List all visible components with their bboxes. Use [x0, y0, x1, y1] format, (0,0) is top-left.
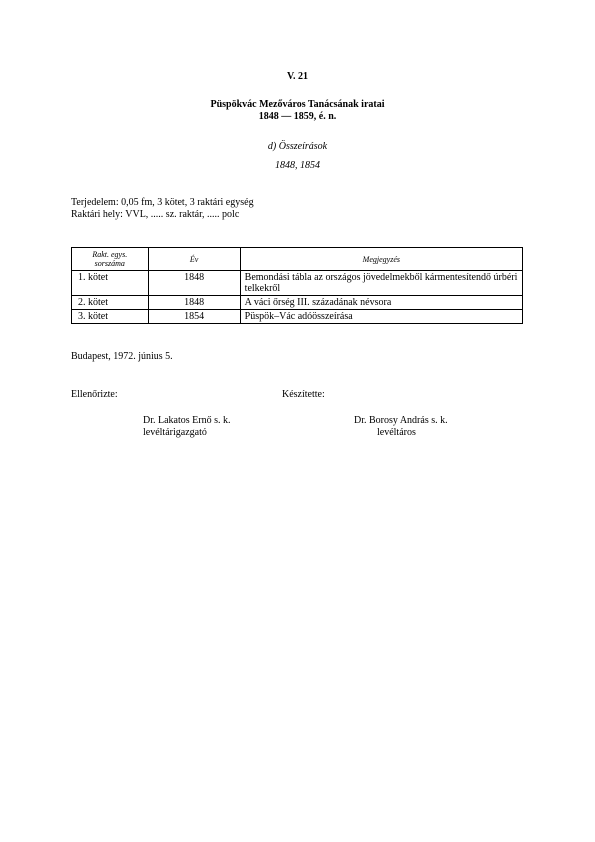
place-date: Budapest, 1972. június 5. — [71, 351, 173, 362]
row-year: 1848 — [148, 296, 240, 310]
row-note: Bemondási tábla az országos jövedelmekből kármentesítendő úrbéri telkekről — [240, 271, 522, 296]
table-row — [72, 296, 523, 310]
series-number: V. 21 — [287, 71, 308, 82]
extent-size: Terjedelem: 0,05 fm, 3 kötet, 3 raktári egység — [71, 197, 254, 208]
row-note: Püspök–Vác adóösszeírása — [240, 310, 522, 324]
preparer-title: levéltáros — [377, 427, 416, 438]
checker-title: levéltárigazgató — [143, 427, 207, 438]
header-year: Év — [148, 248, 240, 271]
row-year: 1854 — [148, 310, 240, 324]
header-note: Megjegyzés — [240, 248, 522, 271]
row-unit: 2. kötet — [72, 296, 149, 310]
row-unit: 3. kötet — [72, 310, 149, 324]
row-unit: 1. kötet — [72, 271, 149, 296]
row-year: 1848 — [148, 271, 240, 296]
table-header-row — [72, 248, 523, 271]
subseries-title: d) Összeírások — [267, 141, 328, 152]
table-row — [72, 310, 523, 324]
row-note: A váci őrség III. századának névsora — [240, 296, 522, 310]
checker-name: Dr. Lakatos Ernő s. k. — [143, 415, 231, 426]
storage-location: Raktári hely: VVL, ..... sz. raktár, ..... polc — [71, 209, 240, 220]
subseries-years: 1848, 1854 — [275, 160, 320, 171]
prepared-label: Készítette: — [282, 389, 325, 400]
header-unit: Rakt. egys. sorszáma — [72, 248, 149, 271]
fonds-title: Püspökvác Mezőváros Tanácsának iratai — [210, 99, 385, 110]
table-row — [72, 271, 523, 296]
inventory-table — [71, 247, 523, 324]
checked-label: Ellenőrizte: — [71, 389, 118, 400]
date-range: 1848 — 1859, é. n. — [258, 111, 337, 122]
preparer-name: Dr. Borosy András s. k. — [354, 415, 448, 426]
